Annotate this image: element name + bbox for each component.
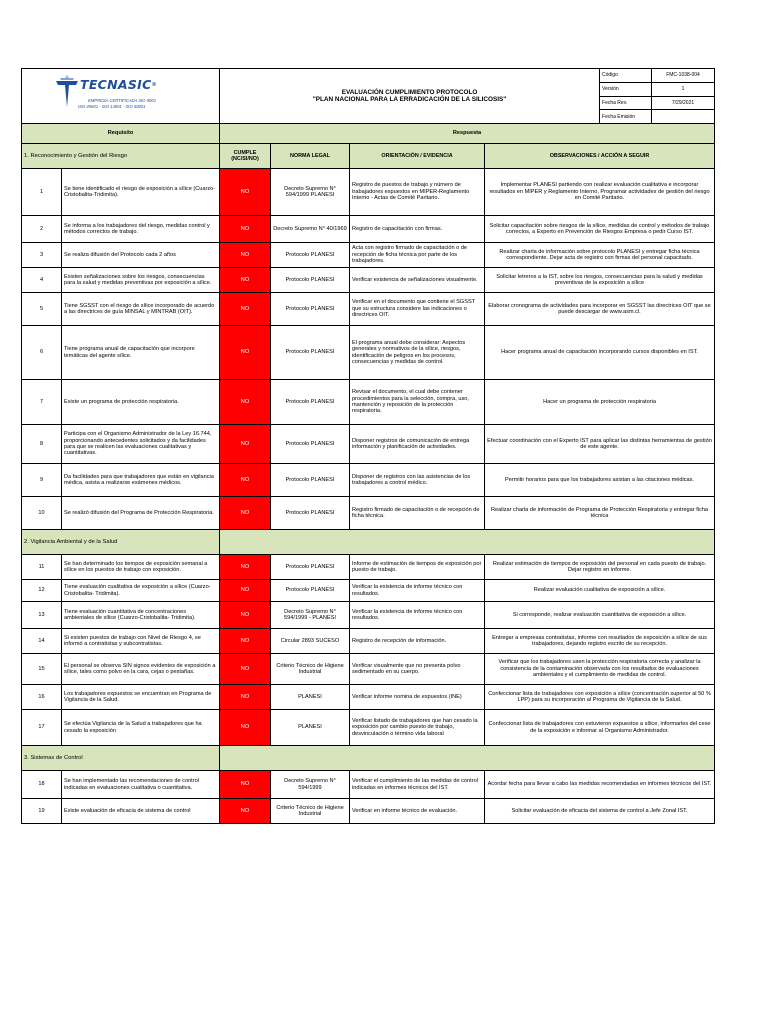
- evaluation-sheet: [21, 68, 714, 824]
- meta-value-version: 1: [652, 82, 715, 96]
- table-row: [22, 629, 715, 654]
- observaciones-accion: Efectuar coordinación con el Experto IST para aplicar las distintas herramientas de gestión de este agente.: [485, 425, 715, 464]
- cumple-status-badge: NO: [220, 169, 271, 216]
- cumple-status-badge: NO: [220, 580, 271, 602]
- observaciones-accion: Implementar PLANESI partiendo con realizar evaluación cualitativa e incorporar resultados en MIPER y Reglamento Interno, Programar actividades de gestión del riesgo en Comité Paritario.: [485, 169, 715, 216]
- requisito-text: Existe un programa de protección respiratoria.: [62, 380, 220, 425]
- cumple-status-badge: NO: [220, 243, 271, 268]
- header-row-1: [22, 69, 715, 83]
- orientacion-evidencia: Disponer registros de comunicación de entrega información y planificación de actividades.: [350, 425, 485, 464]
- table-row: [22, 169, 715, 216]
- orientacion-evidencia: El programa anual debe considerar: Aspectos generales y normativos de la sílice, riesgos, identificación de peligros en los procesos, consecuencias y medidas de control.: [350, 326, 485, 380]
- section-header-row: [22, 530, 715, 555]
- row-number: 12: [22, 580, 62, 602]
- table-row: [22, 243, 715, 268]
- cumple-status-badge: NO: [220, 216, 271, 243]
- table-row: [22, 685, 715, 710]
- observaciones-accion: Solicitar letreros a la IST, sobre los riesgos, consecuencias para la salud y medidas preventivas de la exposición a sílice: [485, 268, 715, 293]
- cumple-status-badge: NO: [220, 629, 271, 654]
- row-number: 6: [22, 326, 62, 380]
- requisito-text: Los trabajadores expuestos se encuentran en Programa de Vigilancia de la Salud.: [62, 685, 220, 710]
- cumple-status-badge: NO: [220, 380, 271, 425]
- cumple-status-badge: NO: [220, 654, 271, 685]
- cumple-status-badge: NO: [220, 497, 271, 530]
- table-row: [22, 602, 715, 629]
- requisito-text: Tiene evaluación cualitativa de exposición a sílice (Cuarzo- Cristobalita- Tridimita).: [62, 580, 220, 602]
- row-number: 10: [22, 497, 62, 530]
- column-header-cumple: CUMPLE (NC/SI/NO): [220, 144, 271, 169]
- observaciones-accion: Realizar evaluación cualitativa de exposición a sílice.: [485, 580, 715, 602]
- orientacion-evidencia: Registro de capacitación con firmas.: [350, 216, 485, 243]
- column-header-norma: NORMA LEGAL: [271, 144, 350, 169]
- meta-label-fecha-rev: Fecha Rev.: [600, 96, 652, 110]
- orientacion-evidencia: Acta con registro firmado de capacitación o de recepción de ficha técnica por parte de los trabajadores.: [350, 243, 485, 268]
- orientacion-evidencia: Disponer de registros con las asistencias de los trabajadores a control médico.: [350, 464, 485, 497]
- orientacion-evidencia: Verificar existencia de señalizaciones visualmente.: [350, 268, 485, 293]
- column-header-orientacion: ORIENTACIÓN / EVIDENCIA: [350, 144, 485, 169]
- requisito-text: Se informa a los trabajadores del riesgo, medidas control y métodos correctos de trabajo.: [62, 216, 220, 243]
- norma-legal: Decreto Supremo N° 594/1999 PLANESI: [271, 169, 350, 216]
- requisito-respuesta-row: [22, 124, 715, 144]
- table-row: [22, 425, 715, 464]
- row-number: 2: [22, 216, 62, 243]
- norma-legal: Protocolo PLANESI: [271, 268, 350, 293]
- norma-legal: Criterio Técnico de Higiene Industrial: [271, 799, 350, 824]
- norma-legal: Decreto Supremo N° 594/1999 - PLANESI: [271, 602, 350, 629]
- norma-legal: Protocolo PLANESI: [271, 580, 350, 602]
- cumple-status-badge: NO: [220, 326, 271, 380]
- requisito-text: Da facilidades para que trabajadores que están en vigilancia médica, asista a realizarse exámenes médicos.: [62, 464, 220, 497]
- meta-label-version: Versión: [600, 82, 652, 96]
- section-fill: [220, 746, 715, 771]
- row-number: 15: [22, 654, 62, 685]
- observaciones-accion: Solicitar capacitación sobre riesgos de la sílice, medidas de control y métodos de trabajo correctos, a Experto en Prevención de Riesgos Empresa o pedir Curso IST.: [485, 216, 715, 243]
- norma-legal: Protocolo PLANESI: [271, 555, 350, 580]
- section-header-row: [22, 746, 715, 771]
- respuesta-header: Respuesta: [220, 124, 715, 144]
- requisito-text: Se realiza difusión del Protocolo cada 2 años: [62, 243, 220, 268]
- company-logo: [22, 69, 219, 123]
- document-title: [220, 69, 600, 124]
- requisito-text: Existen señalizaciones sobre los riesgos, consecuencias para la salud y medidas preventivas por exposición a sílice.: [62, 268, 220, 293]
- requisito-text: El personal se observa SIN signos evidentes de exposición a sílice, tales como polvo en la cara, cejas o pestañas.: [62, 654, 220, 685]
- row-number: 3: [22, 243, 62, 268]
- section-title: 3. Sistemas de Control: [22, 746, 220, 771]
- logo-subtitle-1: EMPRESA CERTIFICADA ISO 9001: [88, 98, 157, 103]
- cumple-status-badge: NO: [220, 555, 271, 580]
- norma-legal: Decreto Supremo N° 40/1969: [271, 216, 350, 243]
- table-row: [22, 710, 715, 746]
- norma-legal: Protocolo PLANESI: [271, 380, 350, 425]
- orientacion-evidencia: Revisar el documento, el cual debe contener procedimientos para la selección, compra, uso, mantención y reposición de la protección respiratoria.: [350, 380, 485, 425]
- row-number: 5: [22, 293, 62, 326]
- tecnasic-t-icon: [54, 75, 80, 109]
- logo-brand: TECNASIC®: [80, 77, 157, 92]
- orientacion-evidencia: Verificar la existencia de informe técnico con resultados.: [350, 602, 485, 629]
- requisito-text: Se han determinado los tiempos de exposición semanal a sílice en los puestos de trabajo con exposición.: [62, 555, 220, 580]
- orientacion-evidencia: Verificar en informe técnico de evaluación.: [350, 799, 485, 824]
- requisito-text: Tiene evaluación cuantitativa de concentraciones ambientales de sílice (Cuarzo-Cristobalita- Tridimita).: [62, 602, 220, 629]
- row-number: 8: [22, 425, 62, 464]
- requisito-header: Requisito: [22, 124, 220, 144]
- table-row: [22, 654, 715, 685]
- section-fill: [220, 530, 715, 555]
- requisito-text: Se realizó difusión del Programa de Protección Respiratoria.: [62, 497, 220, 530]
- cumple-status-badge: NO: [220, 293, 271, 326]
- cumple-status-badge: NO: [220, 771, 271, 799]
- meta-label-fecha-emision: Fecha Emisión: [600, 110, 652, 124]
- norma-legal: Protocolo PLANESI: [271, 326, 350, 380]
- requisito-text: Tiene programa anual de capacitación que incorpore temáticas del agente sílice.: [62, 326, 220, 380]
- orientacion-evidencia: Verificar visualmente que no presenta polvo sedimentado en su cuerpo.: [350, 654, 485, 685]
- orientacion-evidencia: Verificar informe nomina de expuestos (INE): [350, 685, 485, 710]
- observaciones-accion: Realizar charla de información de Programa de Protección Respiratoria y entregar ficha técnica: [485, 497, 715, 530]
- row-number: 13: [22, 602, 62, 629]
- meta-value-fecha-rev: 7/29/2021: [652, 96, 715, 110]
- orientacion-evidencia: Registro de recepción de información.: [350, 629, 485, 654]
- table-row: [22, 580, 715, 602]
- cumple-status-badge: NO: [220, 602, 271, 629]
- orientacion-evidencia: Verificar listado de trabajadores que han cesado la exposición por cambio puesto de trabajo, desvinculación o término vida laboral: [350, 710, 485, 746]
- meta-label-codigo: Código: [600, 69, 652, 83]
- requisito-text: Existe evaluación de eficacia de sistema de control: [62, 799, 220, 824]
- observaciones-accion: Confeccionar lista de trabajadores con exposición a sílice (concentración superior al 50 % LPP) para su incorporación al Programa de Vigilancia de la Salud.: [485, 685, 715, 710]
- orientacion-evidencia: Informe de estimación de tiempos de exposición por puesto de trabajo.: [350, 555, 485, 580]
- requisito-text: Se han implementado las recomendaciones de control indicadas en evaluaciones cualitativa o cuantitativa.: [62, 771, 220, 799]
- cumple-status-badge: NO: [220, 685, 271, 710]
- norma-legal: Protocolo PLANESI: [271, 497, 350, 530]
- observaciones-accion: Acordar fecha para llevar a cabo las medidas recomendadas en informes técnicos del IST.: [485, 771, 715, 799]
- row-number: 4: [22, 268, 62, 293]
- row-number: 19: [22, 799, 62, 824]
- table-row: [22, 380, 715, 425]
- logo-cell: [22, 69, 220, 124]
- cumple-status-badge: NO: [220, 464, 271, 497]
- row-number: 18: [22, 771, 62, 799]
- table-row: [22, 268, 715, 293]
- cumple-status-badge: NO: [220, 799, 271, 824]
- requisito-text: Se efectúa Vigilancia de la Salud a trabajadores que ha cesado la exposición: [62, 710, 220, 746]
- observaciones-accion: Permitir horarios para que los trabajadores asistan a las citaciones médicas.: [485, 464, 715, 497]
- section-title: 2. Vigilancia Ambiental y de la Salud: [22, 530, 220, 555]
- norma-legal: Circular 2893 SUCESO: [271, 629, 350, 654]
- norma-legal: Criterio Técnico de Higiene Industrial: [271, 654, 350, 685]
- row-number: 14: [22, 629, 62, 654]
- row-number: 16: [22, 685, 62, 710]
- table-row: [22, 293, 715, 326]
- observaciones-accion: Hacer programa anual de capacitación incorporando cursos disponibles en IST.: [485, 326, 715, 380]
- norma-legal: Decreto Supremo N° 594/1999: [271, 771, 350, 799]
- cumple-status-badge: NO: [220, 268, 271, 293]
- observaciones-accion: Confeccionar lista de trabajadores con estuvieron expuestos a sílice, informarles del cese de la exposición e informar al Organismo Administrador.: [485, 710, 715, 746]
- table-row: [22, 326, 715, 380]
- observaciones-accion: Realizar estimación de tiempos de exposición del personal en cada puesto de trabajo. Dejar registro en informe.: [485, 555, 715, 580]
- observaciones-accion: Elaborar cronograma de actividades para incorporar en SGSST las directrices OIT que se puede descargar de www.asm.cl.: [485, 293, 715, 326]
- orientacion-evidencia: Verificar la existencia de informe técnico con resultados.: [350, 580, 485, 602]
- norma-legal: PLANESI: [271, 685, 350, 710]
- norma-legal: Protocolo PLANESI: [271, 425, 350, 464]
- orientacion-evidencia: Verificar el cumplimiento de las medidas de control indicadas en informes técnicos del IST.: [350, 771, 485, 799]
- requisito-text: Tiene SGSST con el riesgo de sílice incorporado de acuerdo a las directrices de guía MINSAL y MINTRAB (OIT).: [62, 293, 220, 326]
- meta-value-codigo: FMC-1038-004: [652, 69, 715, 83]
- table-row: [22, 464, 715, 497]
- table-row: [22, 555, 715, 580]
- norma-legal: Protocolo PLANESI: [271, 464, 350, 497]
- norma-legal: PLANESI: [271, 710, 350, 746]
- section-title: 1. Reconocimiento y Gestión del Riesgo: [22, 144, 220, 169]
- row-number: 11: [22, 555, 62, 580]
- column-header-observaciones: OBSERVACIONES / ACCIÓN A SEGUIR: [485, 144, 715, 169]
- title-line-1: EVALUACIÓN CUMPLIMIENTO PROTOCOLO: [341, 88, 478, 96]
- requisito-text: Participa con el Organismo Administrador de la Ley 16.744, proporcionando antecedentes solicitados y da facilidades para que se realicen las evaluaciones cualitativas y cuantitativas.: [62, 425, 220, 464]
- meta-value-fecha-emision: [652, 110, 715, 124]
- observaciones-accion: Verificar que los trabajadores usen la protección respiratoria correcta y analizar la consistencia de la contaminación observada con los resultados de evaluaciones ambientales y el cumplimiento de medidas de control.: [485, 654, 715, 685]
- row-number: 7: [22, 380, 62, 425]
- cumple-status-badge: NO: [220, 425, 271, 464]
- requisito-text: Se tiene identificado el riesgo de exposición a sílice (Cuarzo- Cristobalita-Tridimita).: [62, 169, 220, 216]
- row-number: 9: [22, 464, 62, 497]
- row-number: 1: [22, 169, 62, 216]
- norma-legal: Protocolo PLANESI: [271, 243, 350, 268]
- row-number: 17: [22, 710, 62, 746]
- orientacion-evidencia: Verificar en el documento que contiene el SGSST que su estructura considere las indicaciones o directrices OIT.: [350, 293, 485, 326]
- orientacion-evidencia: Registro firmado de capacitación o de recepción de ficha técnica.: [350, 497, 485, 530]
- table-row: [22, 799, 715, 824]
- observaciones-accion: Solicitar evaluación de eficacia del sistema de control a Jefe Zonal IST.: [485, 799, 715, 824]
- title-line-2: "PLAN NACIONAL PARA LA ERRADICACIÓN DE LA SILICOSIS": [312, 96, 507, 103]
- orientacion-evidencia: Registro de puestos de trabajo y número de trabajadores expuestos en MIPER-Reglamento Interno - Actas de Comité Paritario.: [350, 169, 485, 216]
- observaciones-accion: Hacer un programa de protección respiratoria: [485, 380, 715, 425]
- requisito-text: Si existen puestos de trabajo con Nivel de Riesgo 4, se informó a contratistas y subcontratistas.: [62, 629, 220, 654]
- table-row: [22, 771, 715, 799]
- observaciones-accion: Si corresponde, realizar evaluación cuantitativa de exposición a sílice.: [485, 602, 715, 629]
- observaciones-accion: Entregar a empresas contratistas, informe con resultados de exposición a sílice de sus trabajadores, dejando registro escrito de su recepción.: [485, 629, 715, 654]
- logo-subtitle-2: ISO 45001 - ISO 14001 - ISO 50001: [78, 104, 146, 109]
- cumple-status-badge: NO: [220, 710, 271, 746]
- observaciones-accion: Realizar charla de información sobre protocolo PLANESI y entregar ficha técnica correspondiente. Dejar acta de registro con firmas del personal capacitado.: [485, 243, 715, 268]
- norma-legal: Protocolo PLANESI: [271, 293, 350, 326]
- table-row: [22, 216, 715, 243]
- table-row: [22, 497, 715, 530]
- section-header-row: [22, 144, 715, 169]
- evaluation-table: [21, 68, 715, 824]
